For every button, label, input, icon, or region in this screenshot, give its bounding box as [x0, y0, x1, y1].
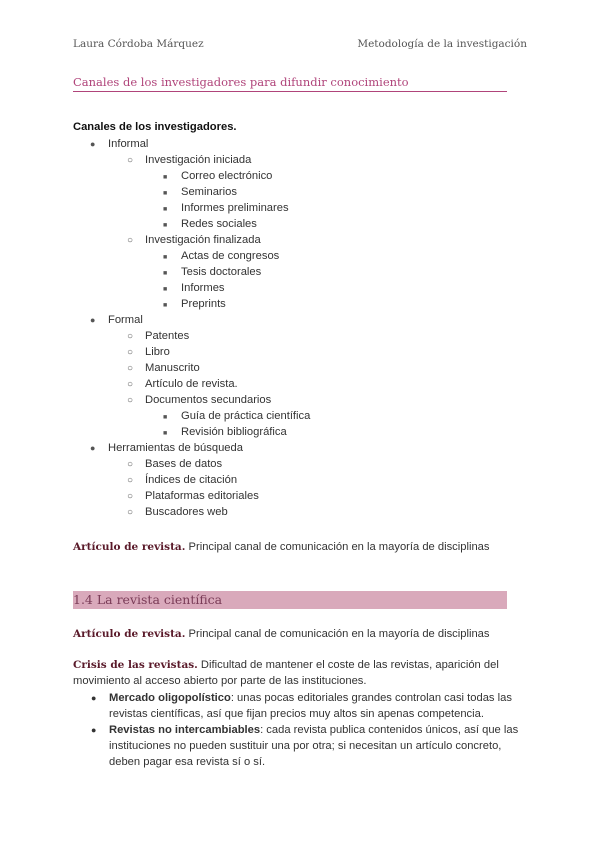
- list-item: ■ Seminarios: [163, 186, 237, 198]
- canales-title: Canales de los investigadores.: [73, 121, 237, 133]
- section-band: [73, 591, 507, 609]
- articulo-label: Artículo de revista.: [73, 628, 186, 640]
- list-item: ■ Revisión bibliográfica: [163, 426, 287, 438]
- point-text: : cada revista publica contenidos únicos, así que las instituciones no pueden sustituir una por otra; si necesitan un artículo concreto, deben pagar esa revista sí o sí.: [109, 724, 519, 768]
- list-item: ○ Documentos secundarios: [127, 394, 272, 406]
- list-item: ■ Correo electrónico: [163, 170, 273, 182]
- articulo-text: Principal canal de comunicación en la mayoría de disciplinas: [185, 628, 490, 640]
- articulo-paragraph-1: [73, 539, 490, 555]
- articulo-label: Artículo de revista.: [73, 541, 186, 553]
- list-item: ■ Tesis doctorales: [163, 266, 262, 278]
- list-item: ● Herramientas de búsqueda: [90, 442, 243, 454]
- list-item: ○ Plataformas editoriales: [127, 490, 259, 502]
- point-text: : unas pocas editoriales grandes controlan casi todas las revistas científicas, así que fijan precios muy altos sin apenas competencia.: [109, 692, 512, 720]
- list-item: ■ Guía de práctica científica: [163, 410, 311, 422]
- section-heading-link[interactable]: Canales de los investigadores para difundir conocimiento: [73, 75, 507, 92]
- list-item: ○ Índices de citación: [127, 474, 238, 486]
- list-item: ● Informal: [90, 138, 149, 150]
- point-bold: Mercado oligopolístico: [109, 692, 231, 704]
- articulo-text: Principal canal de comunicación en la mayoría de disciplinas: [185, 541, 490, 553]
- list-item: ○ Bases de datos: [127, 458, 223, 470]
- crisis-points: [91, 690, 521, 770]
- list-item: ○ Investigación finalizada: [127, 234, 261, 246]
- header-subject: Metodología de la investigación: [357, 38, 527, 50]
- list-item: ● Revistas no intercambiables: cada revista publica contenidos únicos, así que las instituciones no pueden sustituir una por otra; si necesitan un artículo concreto, deben pagar esa revista sí o sí.: [91, 724, 519, 768]
- list-item: ■ Actas de congresos: [163, 250, 280, 262]
- list-item: ○ Manuscrito: [127, 362, 200, 374]
- crisis-paragraph: [73, 657, 513, 689]
- header-author: Laura Córdoba Márquez: [73, 38, 204, 50]
- list-item: ■ Informes: [163, 282, 225, 294]
- list-item: ● Formal: [90, 314, 143, 326]
- list-item: ■ Redes sociales: [163, 218, 257, 230]
- crisis-text: Dificultad de mantener el coste de las revistas, aparición del movimiento al acceso abierto por parte de las instituciones.: [73, 659, 499, 687]
- list-item: ○ Libro: [127, 346, 170, 358]
- list-item: ○ Patentes: [127, 330, 190, 342]
- list-item: ○ Buscadores web: [127, 506, 228, 518]
- list-item: ■ Informes preliminares: [163, 202, 289, 214]
- section-band-title: 1.4 La revista científica: [73, 592, 223, 607]
- list-item: ○ Artículo de revista.: [127, 378, 238, 390]
- point-bold: Revistas no intercambiables: [109, 724, 261, 736]
- list-item: ● Mercado oligopolístico: unas pocas editoriales grandes controlan casi todas las revistas científicas, así que fijan precios muy altos sin apenas competencia.: [91, 692, 512, 720]
- list-item: ■ Preprints: [163, 298, 226, 310]
- list-item: ○ Investigación iniciada: [127, 154, 252, 166]
- articulo-paragraph-2: [73, 626, 490, 642]
- crisis-label: Crisis de las revistas.: [73, 659, 198, 671]
